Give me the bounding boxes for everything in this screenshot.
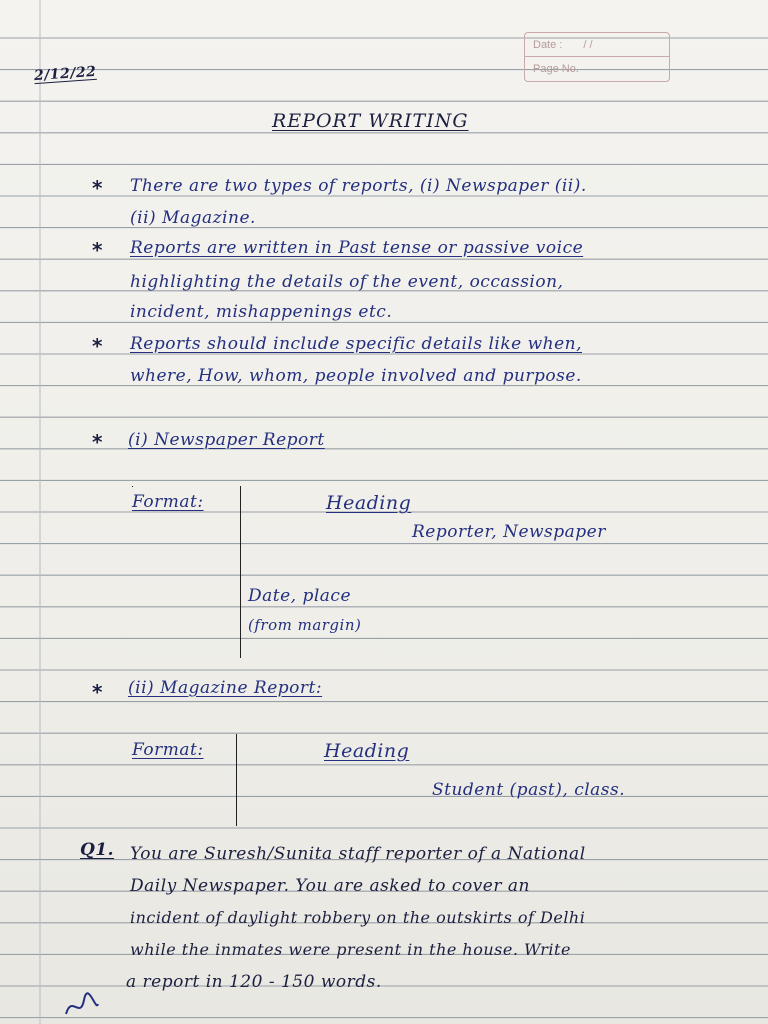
note-3-line-1: Reports should include specific details like when, (130, 334, 583, 354)
newspaper-from-margin: (from margin) (248, 616, 362, 634)
question-line-1: You are Suresh/Sunita staff reporter of a National (130, 844, 586, 864)
note-1-line-2: (ii) Magazine. (130, 208, 256, 228)
spacer (132, 486, 133, 487)
page-no-field (525, 57, 669, 81)
newspaper-heading: (i) Newspaper Report (128, 430, 325, 450)
date-field (525, 33, 669, 57)
bullet-star-icon: * (92, 680, 103, 704)
date-slashes: / / (583, 39, 593, 51)
question-label: Q1. (80, 840, 115, 860)
newspaper-format-vline (240, 486, 241, 658)
magazine-heading-word: Heading (324, 740, 410, 762)
page-no-label: Page No. (533, 63, 579, 75)
magazine-format-label: Format: (132, 740, 204, 760)
squiggle-mark-icon (62, 990, 102, 1020)
newspaper-date-place: Date, place (248, 586, 352, 606)
page-title: REPORT WRITING (272, 110, 469, 132)
bullet-star-icon: * (92, 430, 103, 454)
bullet-star-icon: * (92, 176, 103, 200)
magazine-student: Student (past), class. (432, 780, 626, 800)
question-line-2: Daily Newspaper. You are asked to cover an (130, 876, 530, 896)
newspaper-reporter: Reporter, Newspaper (412, 522, 606, 542)
question-line-4: while the inmates were present in the house. Write (130, 940, 571, 959)
question-line-3: incident of daylight robbery on the outskirts of Delhi (130, 908, 586, 927)
magazine-heading: (ii) Magazine Report: (128, 678, 323, 698)
note-1-line-1: There are two types of reports, (i) Newspaper (ii). (130, 176, 587, 196)
bullet-star-icon: * (92, 238, 103, 262)
bullet-star-icon: * (92, 334, 103, 358)
magazine-format-vline (236, 734, 237, 826)
date-page-box (524, 32, 670, 82)
note-2-line-3: incident, mishappenings etc. (130, 302, 393, 322)
date-label: Date : (533, 39, 563, 51)
newspaper-format-label: Format: (132, 492, 204, 512)
written-date: 2/12/22 (33, 63, 97, 85)
newspaper-heading-word: Heading (326, 492, 412, 514)
note-3-line-2: where, How, whom, people involved and purpose. (130, 366, 582, 386)
note-2-line-1: Reports are written in Past tense or passive voice (130, 238, 584, 258)
question-line-5: a report in 120 - 150 words. (126, 972, 382, 992)
note-2-line-2: highlighting the details of the event, occassion, (130, 272, 564, 292)
